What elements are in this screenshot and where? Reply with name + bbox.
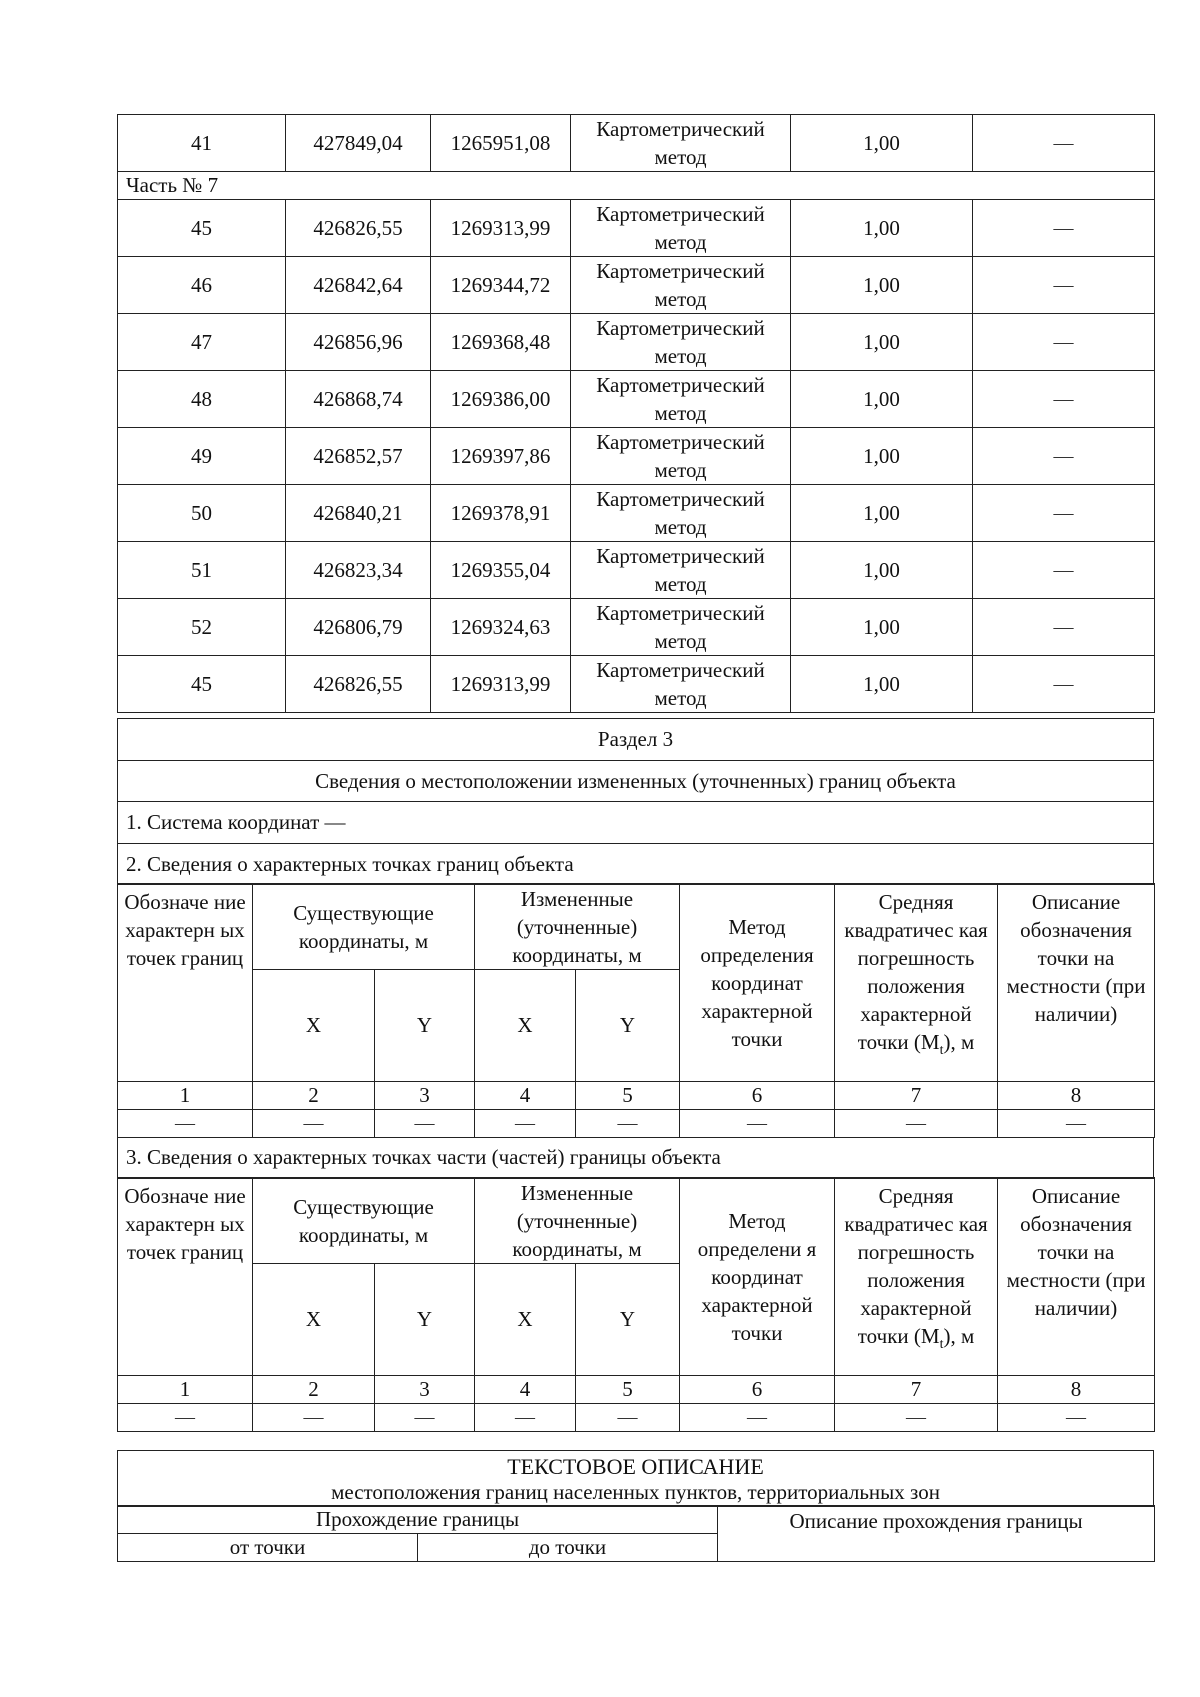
- method-cell: Картометрический метод: [571, 428, 791, 485]
- column-numbers-row: [118, 1376, 1155, 1404]
- empty-cell: —: [998, 1404, 1155, 1432]
- column-number-cell: 4: [475, 1082, 576, 1110]
- coordinate-row: [118, 656, 1155, 713]
- coordinates-table-block: [117, 114, 1154, 713]
- point-number-cell: 49: [118, 428, 286, 485]
- y-coordinate-cell: 1269313,99: [431, 200, 571, 257]
- empty-cell: —: [835, 1110, 998, 1138]
- column-number-cell: 3: [375, 1376, 475, 1404]
- coordinate-row: [118, 599, 1155, 656]
- method-cell: Картометрический метод: [571, 200, 791, 257]
- passage-desc-header: Описание прохождения границы: [718, 1506, 1155, 1562]
- coordinates-table: [117, 114, 1155, 713]
- column-number-cell: 5: [576, 1376, 680, 1404]
- accuracy-cell: 1,00: [791, 428, 973, 485]
- empty-cell: —: [375, 1110, 475, 1138]
- changed-y-header: Y: [576, 1264, 680, 1376]
- method-header: Метод определени я координат характерной точки: [680, 1178, 835, 1376]
- points-heading: 2. Сведения о характерных точках границ объекта: [118, 844, 1154, 885]
- description-header: Описание обозначения точки на местности (при наличии): [998, 1178, 1155, 1376]
- empty-cell: —: [835, 1404, 998, 1432]
- column-number-cell: 5: [576, 1082, 680, 1110]
- coordinate-row: [118, 257, 1155, 314]
- x-coordinate-cell: 426806,79: [286, 599, 431, 656]
- accuracy-cell: 1,00: [791, 485, 973, 542]
- column-number-cell: 7: [835, 1376, 998, 1404]
- x-coordinate-cell: 426826,55: [286, 656, 431, 713]
- changed-coords-header: Измененные (уточненные) координаты, м: [475, 884, 680, 970]
- coordinate-row: [118, 485, 1155, 542]
- existing-y-header: Y: [375, 1264, 475, 1376]
- text-description-block: [117, 1450, 1154, 1562]
- text-description-title-table: [117, 1450, 1154, 1507]
- coordinate-row: [118, 371, 1155, 428]
- empty-cell: —: [576, 1110, 680, 1138]
- x-coordinate-cell: 426842,64: [286, 257, 431, 314]
- x-coordinate-cell: 426852,57: [286, 428, 431, 485]
- y-coordinate-cell: 1269386,00: [431, 371, 571, 428]
- coordinate-row: [118, 314, 1155, 371]
- point-number-cell: 51: [118, 542, 286, 599]
- text-description-title-cell: [118, 1451, 1154, 1507]
- existing-coords-header: Существующие координаты, м: [253, 884, 475, 970]
- method-cell: Картометрический метод: [571, 656, 791, 713]
- column-number-cell: 1: [118, 1376, 253, 1404]
- text-description-title: ТЕКСТОВОЕ ОПИСАНИЕ: [507, 1453, 764, 1479]
- coord-system: 1. Система координат —: [118, 802, 1154, 844]
- column-numbers-row: [118, 1082, 1155, 1110]
- points-table: [117, 883, 1155, 1138]
- changed-y-header: Y: [576, 970, 680, 1082]
- parts-heading: 3. Сведения о характерных точках части (частей) границы объекта: [118, 1137, 1154, 1178]
- existing-y-header: Y: [375, 970, 475, 1082]
- column-number-cell: 4: [475, 1376, 576, 1404]
- empty-cell: —: [475, 1404, 576, 1432]
- passage-header: Прохождение границы: [118, 1506, 718, 1534]
- empty-cell: —: [253, 1404, 375, 1432]
- method-cell: Картометрический метод: [571, 485, 791, 542]
- accuracy-header: Средняя квадратичес кая погрешность положения характерной точки $(M_t)$, м: [835, 1178, 998, 1376]
- existing-x-header: X: [253, 1264, 375, 1376]
- empty-data-row: [118, 1404, 1155, 1432]
- column-number-cell: 7: [835, 1082, 998, 1110]
- description-cell: —: [973, 314, 1155, 371]
- column-number-cell: 6: [680, 1376, 835, 1404]
- column-number-cell: 8: [998, 1376, 1155, 1404]
- point-number-cell: 52: [118, 599, 286, 656]
- column-number-cell: 3: [375, 1082, 475, 1110]
- method-cell: Картометрический метод: [571, 115, 791, 172]
- description-cell: —: [973, 599, 1155, 656]
- point-number-cell: 45: [118, 656, 286, 713]
- column-number-cell: 6: [680, 1082, 835, 1110]
- accuracy-cell: 1,00: [791, 599, 973, 656]
- column-number-cell: 8: [998, 1082, 1155, 1110]
- designation-header: Обозначе ние характерн ых точек границ: [118, 1178, 253, 1376]
- changed-x-header: X: [475, 1264, 576, 1376]
- method-cell: Картометрический метод: [571, 257, 791, 314]
- empty-cell: —: [998, 1110, 1155, 1138]
- existing-coords-header: Существующие координаты, м: [253, 1178, 475, 1264]
- empty-cell: —: [680, 1110, 835, 1138]
- section3-title-table: [117, 718, 1154, 885]
- description-cell: —: [973, 371, 1155, 428]
- changed-coords-header: Измененные (уточненные) координаты, м: [475, 1178, 680, 1264]
- point-number-cell: 41: [118, 115, 286, 172]
- empty-cell: —: [375, 1404, 475, 1432]
- accuracy-cell: 1,00: [791, 656, 973, 713]
- coordinate-row: [118, 428, 1155, 485]
- x-coordinate-cell: 426826,55: [286, 200, 431, 257]
- empty-cell: —: [118, 1404, 253, 1432]
- description-cell: —: [973, 257, 1155, 314]
- method-header: Метод определения координат характерной точки: [680, 884, 835, 1082]
- point-number-cell: 48: [118, 371, 286, 428]
- section3-block: [117, 718, 1154, 1432]
- designation-header: Обозначе ние характерн ых точек границ: [118, 884, 253, 1082]
- parts-heading-table: [117, 1137, 1154, 1179]
- description-cell: —: [973, 542, 1155, 599]
- y-coordinate-cell: 1269397,86: [431, 428, 571, 485]
- description-cell: —: [973, 428, 1155, 485]
- method-cell: Картометрический метод: [571, 371, 791, 428]
- empty-cell: —: [680, 1404, 835, 1432]
- y-coordinate-cell: 1269313,99: [431, 656, 571, 713]
- empty-cell: —: [576, 1404, 680, 1432]
- method-cell: Картометрический метод: [571, 542, 791, 599]
- from-point-header: от точки: [118, 1534, 418, 1562]
- point-number-cell: 47: [118, 314, 286, 371]
- parts-points-table: [117, 1177, 1155, 1432]
- existing-x-header: X: [253, 970, 375, 1082]
- empty-data-row: [118, 1110, 1155, 1138]
- border-passage-table: [117, 1505, 1155, 1562]
- x-coordinate-cell: 426840,21: [286, 485, 431, 542]
- empty-cell: —: [118, 1110, 253, 1138]
- section-subtitle: Сведения о местоположении измененных (уточненных) границ объекта: [118, 761, 1154, 802]
- description-header: Описание обозначения точки на местности (при наличии): [998, 884, 1155, 1082]
- point-number-cell: 50: [118, 485, 286, 542]
- y-coordinate-cell: 1265951,08: [431, 115, 571, 172]
- accuracy-cell: 1,00: [791, 257, 973, 314]
- point-number-cell: 45: [118, 200, 286, 257]
- empty-cell: —: [475, 1110, 576, 1138]
- y-coordinate-cell: 1269344,72: [431, 257, 571, 314]
- empty-cell: —: [253, 1110, 375, 1138]
- description-cell: —: [973, 485, 1155, 542]
- coordinate-row: [118, 200, 1155, 257]
- accuracy-cell: 1,00: [791, 371, 973, 428]
- accuracy-cell: 1,00: [791, 115, 973, 172]
- to-point-header: до точки: [418, 1534, 718, 1562]
- x-coordinate-cell: 426868,74: [286, 371, 431, 428]
- changed-x-header: X: [475, 970, 576, 1082]
- y-coordinate-cell: 1269355,04: [431, 542, 571, 599]
- part-label-row: [118, 172, 1155, 200]
- coordinate-row: [118, 542, 1155, 599]
- part-label: Часть № 7: [118, 172, 1155, 200]
- description-cell: —: [973, 115, 1155, 172]
- x-coordinate-cell: 426823,34: [286, 542, 431, 599]
- column-number-cell: 2: [253, 1376, 375, 1404]
- accuracy-cell: 1,00: [791, 200, 973, 257]
- section-title: Раздел 3: [118, 719, 1154, 761]
- y-coordinate-cell: 1269368,48: [431, 314, 571, 371]
- method-cell: Картометрический метод: [571, 599, 791, 656]
- text-description-subtitle: местоположения границ населенных пунктов, территориальных зон: [331, 1479, 940, 1504]
- coordinate-row: [118, 115, 1155, 172]
- x-coordinate-cell: 427849,04: [286, 115, 431, 172]
- y-coordinate-cell: 1269324,63: [431, 599, 571, 656]
- x-coordinate-cell: 426856,96: [286, 314, 431, 371]
- accuracy-cell: 1,00: [791, 542, 973, 599]
- y-coordinate-cell: 1269378,91: [431, 485, 571, 542]
- column-number-cell: 1: [118, 1082, 253, 1110]
- point-number-cell: 46: [118, 257, 286, 314]
- accuracy-cell: 1,00: [791, 314, 973, 371]
- accuracy-header: Средняя квадратичес кая погрешность положения характерной точки $(M_t)$, м: [835, 884, 998, 1082]
- description-cell: —: [973, 200, 1155, 257]
- description-cell: —: [973, 656, 1155, 713]
- method-cell: Картометрический метод: [571, 314, 791, 371]
- column-number-cell: 2: [253, 1082, 375, 1110]
